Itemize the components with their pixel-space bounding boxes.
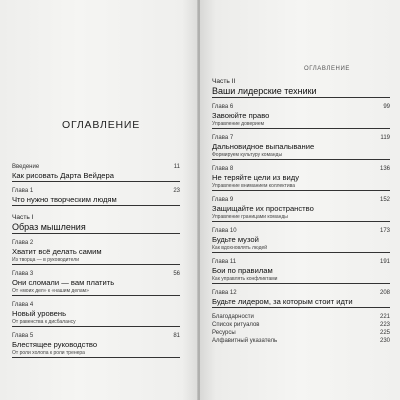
- entry-title: Будьте музой: [212, 235, 259, 244]
- entry-label: Глава 11: [212, 259, 237, 265]
- entry-title: Блестящее руководство: [12, 340, 98, 349]
- entry-label: Глава 3: [12, 271, 34, 277]
- entry-subtitle: От роли холопа к роли тренера: [12, 350, 85, 356]
- right-page: [200, 0, 400, 400]
- part-title: Ваши лидерские техники: [212, 86, 317, 96]
- toc-entry-intro[interactable]: [12, 163, 180, 182]
- part-label: Часть II: [212, 78, 236, 85]
- entry-title: Не теряйте цели из виду: [212, 173, 300, 182]
- entry-title: Дальновидное выпалывание: [212, 142, 315, 151]
- running-head: ОГЛАВЛЕНИЕ: [303, 66, 350, 72]
- entry-title: Ресурсы: [212, 330, 236, 336]
- toc-entry-chapter-10[interactable]: [212, 227, 390, 253]
- entry-title: Алфавитный указатель: [212, 338, 278, 344]
- left-page: [0, 0, 198, 400]
- entry-label: Глава 9: [212, 197, 234, 203]
- entry-subtitle: Из творца — в руководители: [12, 257, 79, 263]
- toc-backmatter-index[interactable]: [212, 337, 390, 345]
- entry-label: Глава 1: [12, 188, 34, 194]
- entry-subtitle: Управление границами команды: [212, 214, 288, 220]
- entry-label: Глава 6: [212, 104, 234, 110]
- entry-subtitle: Как управлять конфликтами: [212, 276, 278, 282]
- entry-page: 191: [379, 259, 390, 265]
- toc-backmatter-acknowledgements[interactable]: [212, 313, 390, 321]
- entry-title: Они сломали — вам платить: [12, 278, 115, 287]
- entry-page: 230: [379, 338, 390, 344]
- entry-label: Глава 4: [12, 302, 34, 308]
- toc-entry-chapter-3[interactable]: [12, 270, 180, 296]
- entry-page: 173: [379, 228, 390, 234]
- toc-entry-chapter-11[interactable]: [212, 258, 390, 284]
- entry-title: Защищайте их пространство: [212, 204, 314, 213]
- entry-subtitle: От «моих дел» к «нашим делам»: [12, 288, 89, 294]
- entry-title: Будьте лидером, за которым стоит идти: [212, 297, 353, 306]
- entry-page: 225: [379, 330, 390, 336]
- entry-subtitle: Как вдохновлять людей: [212, 245, 268, 251]
- entry-page: 136: [379, 166, 390, 172]
- entry-label: Глава 7: [212, 135, 234, 141]
- toc-entry-chapter-7[interactable]: [212, 134, 390, 160]
- entry-page: 56: [173, 271, 180, 277]
- toc-entry-chapter-4[interactable]: [12, 301, 180, 327]
- part-label: Часть I: [12, 214, 34, 221]
- right-toc-list: [212, 78, 390, 345]
- entry-label: Глава 12: [212, 290, 237, 296]
- left-toc-list: [12, 163, 180, 358]
- entry-page: 208: [379, 290, 390, 296]
- entry-page: 221: [379, 314, 390, 320]
- toc-entry-chapter-1[interactable]: [12, 187, 180, 206]
- toc-backmatter-rituals[interactable]: [212, 321, 390, 329]
- toc-entry-chapter-6[interactable]: [212, 103, 390, 129]
- entry-page: 81: [173, 333, 180, 339]
- entry-label: Глава 10: [212, 228, 237, 234]
- toc-entry-chapter-5[interactable]: [12, 332, 180, 358]
- entry-title: Новый уровень: [12, 309, 67, 318]
- entry-subtitle: Управление вниманием коллектива: [212, 183, 296, 189]
- entry-title: Благодарности: [212, 314, 254, 320]
- toc-title: ОГЛАВЛЕНИЕ: [62, 119, 141, 131]
- toc-part-1[interactable]: [12, 214, 180, 234]
- entry-label: Глава 2: [12, 240, 34, 246]
- toc-entry-chapter-9[interactable]: [212, 196, 390, 222]
- entry-title: Как рисовать Дарта Вейдера: [12, 171, 114, 180]
- entry-label: Глава 8: [212, 166, 234, 172]
- entry-title: Бои по правилам: [212, 266, 273, 275]
- entry-label: Глава 5: [12, 333, 34, 339]
- entry-page: 223: [379, 322, 390, 328]
- entry-page: 152: [379, 197, 390, 203]
- entry-page: 99: [383, 104, 390, 110]
- entry-subtitle: От равенства к дисбалансу: [12, 319, 76, 325]
- entry-title: Хватит всё делать самим: [12, 247, 102, 256]
- entry-page: 119: [380, 135, 390, 141]
- entry-label: Введение: [12, 164, 40, 170]
- entry-title: Список ритуалов: [212, 322, 260, 328]
- entry-subtitle: Формируем культуру команды: [212, 152, 283, 158]
- entry-page: 23: [173, 188, 180, 194]
- part-title: Образ мышления: [12, 222, 86, 232]
- toc-entry-chapter-2[interactable]: [12, 239, 180, 265]
- toc-entry-chapter-8[interactable]: [212, 165, 390, 191]
- toc-backmatter-resources[interactable]: [212, 329, 390, 337]
- entry-page: 11: [173, 164, 180, 170]
- entry-title: Что нужно творческим людям: [12, 195, 117, 204]
- toc-part-2[interactable]: [212, 78, 390, 98]
- entry-title: Завоюйте право: [212, 111, 270, 120]
- toc-entry-chapter-12[interactable]: [212, 289, 390, 308]
- entry-subtitle: Управление доверием: [212, 121, 265, 127]
